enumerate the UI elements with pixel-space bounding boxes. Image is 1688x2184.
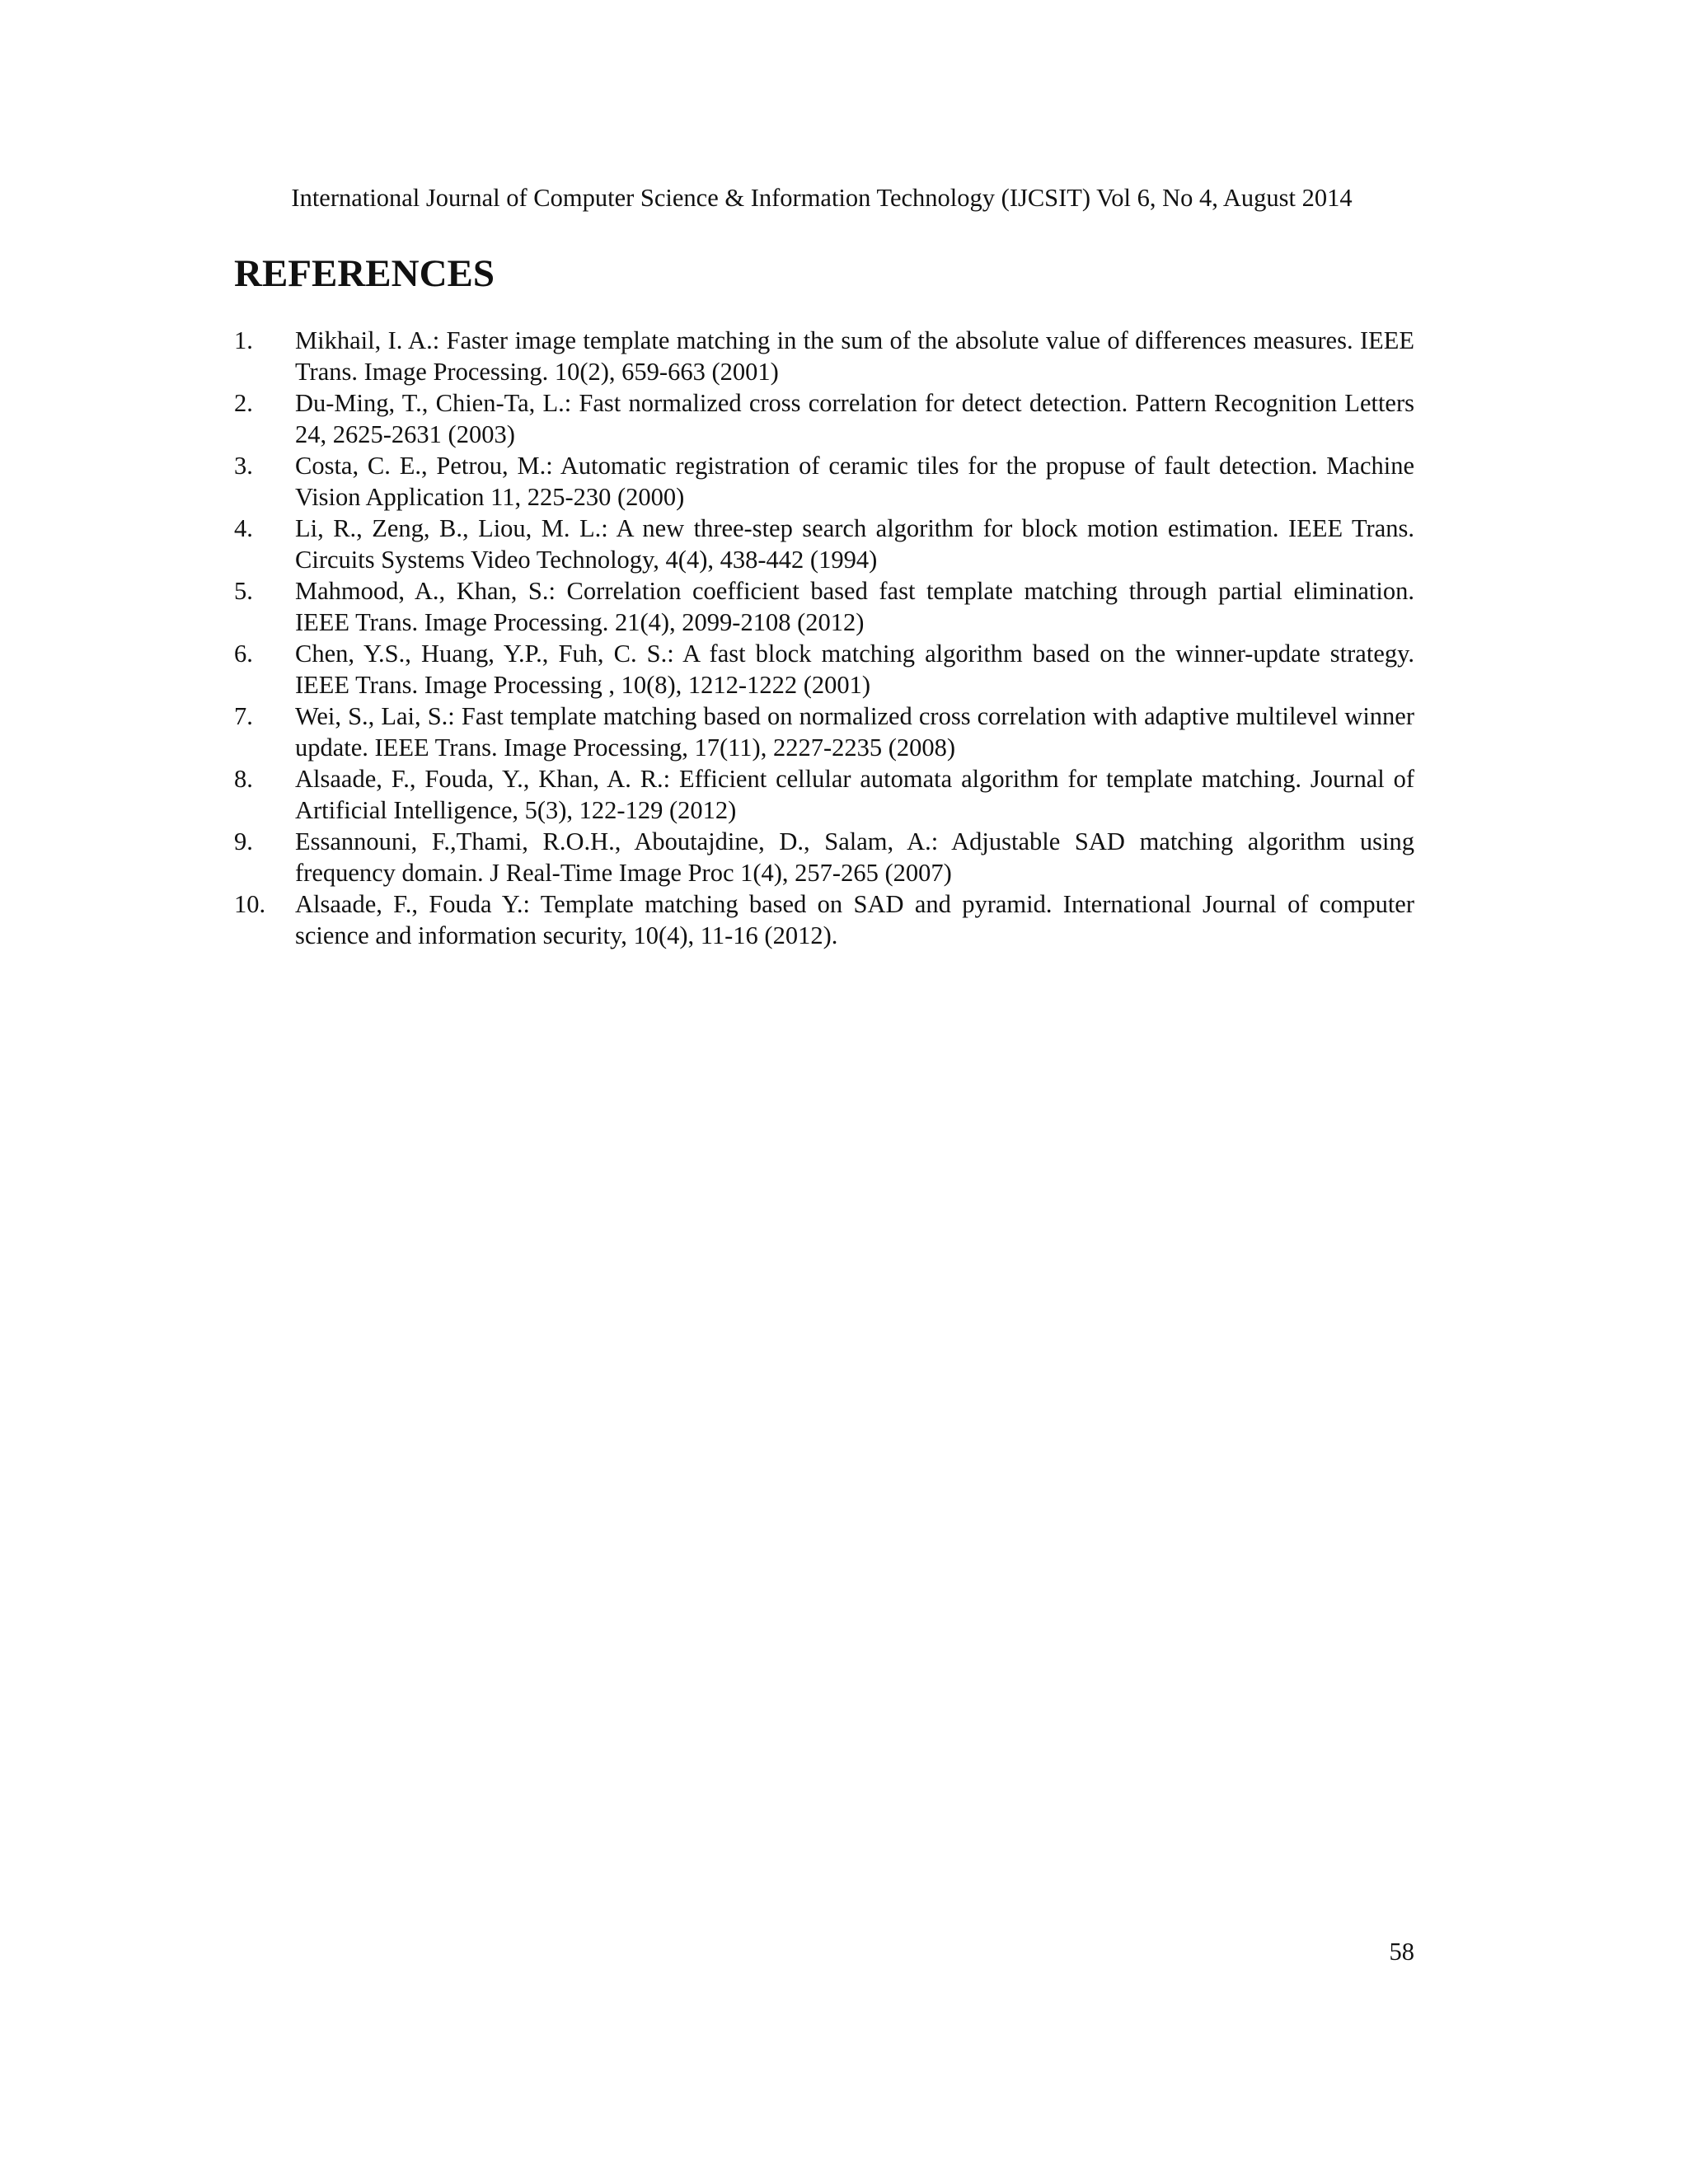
reference-item xyxy=(234,763,1414,826)
reference-text: Mahmood, A., Khan, S.: Correlation coefficient based fast template matching through partial elimination. IEEE Trans. Image Processing. 21(4), 2099-2108 (2012) xyxy=(295,577,1414,636)
reference-text: Mikhail, I. A.: Faster image template matching in the sum of the absolute value of differences measures. IEEE Trans. Image Processing. 10(2), 659-663 (2001) xyxy=(295,326,1414,386)
reference-number: 1. xyxy=(234,326,253,354)
running-header: International Journal of Computer Science & Information Technology (IJCSIT) Vol 6, No 4, August 2014 xyxy=(291,184,1353,212)
reference-item xyxy=(234,325,1414,387)
reference-item xyxy=(234,513,1414,575)
reference-number: 3. xyxy=(234,452,253,480)
reference-number: 10. xyxy=(234,890,266,918)
reference-text: Alsaade, F., Fouda, Y., Khan, A. R.: Efficient cellular automata algorithm for template matching. Journal of Artificial Intelligence, 5(3), 122-129 (2012) xyxy=(295,765,1414,824)
reference-item xyxy=(234,826,1414,888)
reference-number: 7. xyxy=(234,702,253,730)
reference-item xyxy=(234,638,1414,701)
reference-item xyxy=(234,575,1414,638)
reference-text: Alsaade, F., Fouda Y.: Template matching based on SAD and pyramid. International Journal of computer science and information security, 10(4), 11-16 (2012). xyxy=(295,890,1414,949)
reference-number: 8. xyxy=(234,765,253,793)
reference-text: Essannouni, F.,Thami, R.O.H., Aboutajdine, D., Salam, A.: Adjustable SAD matching algorithm using frequency domain. J Real-Time Image Proc 1(4), 257-265 (2007) xyxy=(295,827,1414,887)
reference-number: 2. xyxy=(234,389,253,417)
reference-list xyxy=(234,325,1414,951)
references-heading: REFERENCES xyxy=(234,252,495,295)
reference-item xyxy=(234,387,1414,450)
reference-number: 6. xyxy=(234,640,253,668)
reference-number: 9. xyxy=(234,827,253,855)
reference-text: Costa, C. E., Petrou, M.: Automatic registration of ceramic tiles for the propuse of fault detection. Machine Vision Application 11, 225-230 (2000) xyxy=(295,452,1414,511)
reference-number: 5. xyxy=(234,577,253,605)
reference-text: Chen, Y.S., Huang, Y.P., Fuh, C. S.: A fast block matching algorithm based on the winner-update strategy. IEEE Trans. Image Processing , 10(8), 1212-1222 (2001) xyxy=(295,640,1414,699)
reference-number: 4. xyxy=(234,514,253,542)
reference-item xyxy=(234,888,1414,951)
reference-text: Wei, S., Lai, S.: Fast template matching based on normalized cross correlation with adaptive multilevel winner update. IEEE Trans. Image Processing, 17(11), 2227-2235 (2008) xyxy=(295,702,1414,762)
reference-item xyxy=(234,701,1414,763)
page-number: 58 xyxy=(1389,1938,1414,1966)
reference-text: Li, R., Zeng, B., Liou, M. L.: A new three-step search algorithm for block motion estimation. IEEE Trans. Circuits Systems Video Technology, 4(4), 438-442 (1994) xyxy=(295,514,1414,574)
reference-item xyxy=(234,450,1414,513)
reference-text: Du-Ming, T., Chien-Ta, L.: Fast normalized cross correlation for detect detection. Pattern Recognition Letters 24, 2625-2631 (2003) xyxy=(295,389,1414,448)
